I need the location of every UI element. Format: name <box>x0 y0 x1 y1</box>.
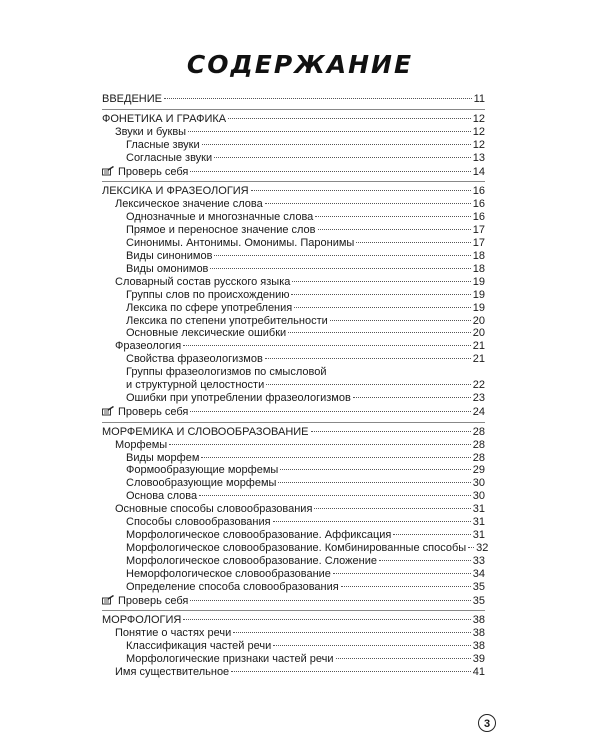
toc-entry-self-check[interactable] <box>102 165 485 179</box>
toc-entry[interactable] <box>102 263 485 276</box>
toc-subentries <box>102 126 485 179</box>
toc-entry-self-check[interactable] <box>102 405 485 419</box>
toc-entry-page: 33 <box>472 554 485 567</box>
toc-entry-page: 31 <box>472 529 485 541</box>
toc-entry-page: 39 <box>472 653 485 666</box>
toc-entry[interactable] <box>102 126 485 139</box>
toc-entry[interactable] <box>102 379 485 392</box>
dot-leader <box>280 469 470 470</box>
toc-entry-phonetics[interactable] <box>102 113 485 126</box>
toc-entry-title: Морфемы <box>115 438 168 451</box>
toc-entry-title: Морфологическое словообразование. Сложение <box>126 554 377 567</box>
dot-leader <box>164 98 472 99</box>
dot-leader <box>333 573 471 574</box>
toc-entry[interactable] <box>102 529 485 542</box>
toc-entry-page: 19 <box>472 288 485 301</box>
toc-entry-page: 28 <box>472 451 485 464</box>
toc-entry-title: Группы фразеологизмов по смысловой <box>126 366 327 379</box>
toc-entry[interactable] <box>102 653 485 666</box>
toc-subentries <box>102 438 489 608</box>
dot-leader <box>214 157 471 158</box>
dot-leader <box>183 345 471 346</box>
toc-entry-page: 19 <box>472 275 485 288</box>
toc-entry[interactable] <box>102 464 485 477</box>
toc-entry-page: 21 <box>472 353 485 366</box>
toc-entry-page: 12 <box>472 112 485 125</box>
toc-entry-title: Понятие о частях речи <box>115 627 232 640</box>
dot-leader <box>266 384 471 385</box>
dot-leader <box>379 560 471 561</box>
toc-entry-title: Виды морфем <box>126 451 200 464</box>
toc-entry-page: 35 <box>472 580 485 593</box>
toc-entry-title: Формообразующие морфемы <box>126 464 279 477</box>
toc-entry-title: Проверь себя <box>118 594 189 607</box>
dot-leader <box>251 190 471 191</box>
toc-entry-page: 11 <box>473 93 485 105</box>
dot-leader <box>265 358 471 359</box>
pencil-book-icon <box>102 406 114 416</box>
dot-leader <box>288 332 471 333</box>
toc-entry-title: Основа слова <box>126 490 198 503</box>
toc-entry-page: 12 <box>472 138 485 151</box>
toc-entry-page: 18 <box>472 262 485 275</box>
toc-entry-page: 28 <box>472 425 485 438</box>
toc-entry-title: Виды омонимов <box>126 262 209 275</box>
toc-entry-page: 16 <box>472 198 485 211</box>
dot-leader <box>190 600 470 601</box>
toc-entry[interactable] <box>102 490 485 503</box>
toc-entry-page: 23 <box>472 391 485 404</box>
dot-leader <box>468 547 474 548</box>
dot-leader <box>315 216 470 217</box>
toc-entry-title: Гласные звуки <box>126 138 200 151</box>
dot-leader <box>291 294 470 295</box>
toc-entry[interactable] <box>102 541 489 555</box>
toc-entry-title: Согласные звуки <box>126 151 213 164</box>
toc-entry-page: 20 <box>472 327 485 340</box>
pencil-book-icon <box>102 595 114 605</box>
toc-entry-title: МОРФЕМИКА И СЛОВООБРАЗОВАНИЕ <box>102 425 309 438</box>
toc-entry-page: 14 <box>472 165 485 178</box>
toc-entry-title: ВВЕДЕНИЕ <box>102 93 162 105</box>
toc-entry-title: Группы слов по происхождению <box>126 288 290 301</box>
dot-leader <box>273 645 471 646</box>
dot-leader <box>336 658 471 659</box>
dot-leader <box>356 242 470 243</box>
toc-entry-title: Лексика по сфере употребления <box>126 301 293 314</box>
pencil-book-icon <box>102 166 114 176</box>
dot-leader <box>314 508 470 509</box>
toc-entry[interactable] <box>102 627 485 640</box>
dot-leader <box>318 229 471 230</box>
toc-entry[interactable] <box>102 581 485 594</box>
toc-entry-title: ФОНЕТИКА И ГРАФИКА <box>102 112 227 125</box>
toc-section-morphemics <box>102 425 489 608</box>
toc-entry-page: 30 <box>472 490 485 503</box>
toc-entry[interactable] <box>102 289 485 302</box>
dot-leader <box>190 171 470 172</box>
toc-entry-page: 38 <box>472 640 485 653</box>
toc-entry[interactable] <box>102 452 485 465</box>
dot-leader <box>228 118 471 119</box>
toc-entry-title: Определение способа словообразования <box>126 580 339 593</box>
dot-leader <box>231 671 471 672</box>
toc-section-phonetics <box>102 113 485 179</box>
toc-entry-page: 21 <box>472 340 485 353</box>
dot-leader <box>201 457 470 458</box>
toc-entry-page: 41 <box>472 666 485 679</box>
section-divider <box>102 109 485 110</box>
dot-leader <box>292 281 470 282</box>
dot-leader <box>199 495 471 496</box>
toc-entry-title: и структурной целостности <box>126 379 265 392</box>
toc-entry-title: Способы словообразования <box>126 516 271 529</box>
section-divider <box>102 181 485 182</box>
toc-entry[interactable] <box>102 327 485 340</box>
toc-entry-title: Словообразующие морфемы <box>126 477 277 490</box>
toc-entry-page: 31 <box>472 503 485 516</box>
toc-entry-page: 18 <box>472 249 485 262</box>
toc-entry[interactable] <box>102 568 485 581</box>
toc-entry[interactable] <box>102 139 485 152</box>
toc-entry-title: Виды синонимов <box>126 249 213 262</box>
toc-entry-self-check[interactable] <box>102 594 485 608</box>
dot-leader <box>233 632 471 633</box>
dot-leader <box>265 203 471 204</box>
toc-entry[interactable] <box>102 302 485 315</box>
toc-entry-title: Свойства фразеологизмов <box>126 353 263 366</box>
page-number-badge: 3 <box>478 714 496 732</box>
section-divider <box>102 610 485 611</box>
toc-entry-page: 38 <box>472 614 485 627</box>
toc-entry[interactable] <box>102 392 485 405</box>
toc-entry-title: Однозначные и многозначные слова <box>126 211 314 224</box>
toc-entry-page: 12 <box>472 125 485 138</box>
toc-entry-title: Звуки и буквы <box>115 125 187 138</box>
dot-leader <box>353 397 471 398</box>
dot-leader <box>210 268 470 269</box>
section-divider <box>102 422 485 423</box>
toc-subentries <box>102 198 485 418</box>
toc-entry-page: 17 <box>472 224 485 237</box>
dot-leader <box>202 144 471 145</box>
toc-entry[interactable] <box>102 340 485 353</box>
toc-entry-title: Проверь себя <box>118 165 189 178</box>
toc-entry-title: Основные способы словообразования <box>115 503 313 516</box>
toc-entry[interactable] <box>102 666 485 679</box>
toc-entry-page: 17 <box>472 237 485 250</box>
toc-entry-title: Основные лексические ошибки <box>126 327 287 340</box>
toc-entry-title: Проверь себя <box>118 405 189 418</box>
toc-entry-title: МОРФОЛОГИЯ <box>102 614 182 627</box>
toc-entry-page: 24 <box>472 405 485 418</box>
toc-section-morphology <box>102 614 485 679</box>
toc-entry[interactable] <box>102 250 485 263</box>
toc-entry-title: Прямое и переносное значение слов <box>126 224 316 237</box>
toc-entry[interactable] <box>102 555 485 568</box>
dot-leader <box>214 255 470 256</box>
page-title: СОДЕРЖАНИЕ <box>186 50 414 79</box>
toc-entry-title: Словарный состав русского языка <box>115 275 291 288</box>
dot-leader <box>393 534 470 535</box>
dot-leader <box>278 482 470 483</box>
dot-leader <box>183 619 470 620</box>
toc-entry-title: Неморфологическое словообразование <box>126 567 331 580</box>
toc-entry-page: 16 <box>472 185 485 198</box>
toc-entry[interactable] <box>102 237 485 250</box>
toc-entry-title: Фразеология <box>115 340 182 353</box>
toc-entry-page: 29 <box>472 464 485 477</box>
toc-entry-page: 38 <box>472 627 485 640</box>
toc-entry[interactable] <box>102 477 485 490</box>
toc-entry-intro[interactable] <box>102 93 485 106</box>
toc-entry-title: Лексическое значение слова <box>115 198 263 211</box>
toc-entry-title: Морфологическое словообразование. Аффиксация <box>126 529 392 541</box>
toc-entry-title: Ошибки при употреблении фразеологизмов <box>126 391 351 404</box>
toc-entry-title: Лексика по степени употребительности <box>126 314 328 327</box>
toc-entry-page: 28 <box>472 438 485 451</box>
toc-entry-title: Имя существительное <box>115 666 230 679</box>
dot-leader <box>330 320 471 321</box>
toc-entry[interactable] <box>102 439 485 452</box>
dot-leader <box>169 444 471 445</box>
dot-leader <box>273 521 471 522</box>
toc-subentries <box>102 627 485 679</box>
toc-entry-page: 20 <box>472 314 485 327</box>
toc-entry-morphology[interactable] <box>102 614 485 627</box>
toc-entry-page: 32 <box>476 541 489 554</box>
toc-entry[interactable] <box>102 516 485 529</box>
toc-entry-page: 31 <box>472 516 485 529</box>
toc-entry-lexis[interactable] <box>102 185 485 198</box>
toc-section-lexis <box>102 185 485 418</box>
toc-entry[interactable] <box>102 315 485 328</box>
toc-entry[interactable] <box>102 152 485 165</box>
toc-entry-title: ЛЕКСИКА И ФРАЗЕОЛОГИЯ <box>102 185 249 198</box>
toc-entry[interactable] <box>102 211 485 224</box>
toc-entry[interactable] <box>102 353 485 366</box>
table-of-contents <box>102 93 489 679</box>
toc-entry-title: Синонимы. Антонимы. Омонимы. Паронимы <box>126 237 355 250</box>
toc-entry[interactable] <box>102 640 485 653</box>
toc-entry[interactable] <box>102 276 485 289</box>
dot-leader <box>294 307 471 308</box>
toc-entry-page: 19 <box>472 301 485 314</box>
toc-entry-title: Классификация частей речи <box>126 640 272 653</box>
toc-entry-page: 16 <box>472 211 485 224</box>
toc-entry-title: Морфологическое словообразование. Комбинированные способы <box>126 541 467 554</box>
toc-entry-page: 35 <box>472 594 485 607</box>
toc-entry-page: 34 <box>472 567 485 580</box>
toc-entry[interactable] <box>102 224 485 237</box>
toc-entry[interactable] <box>102 503 485 516</box>
toc-entry-page: 13 <box>472 151 485 164</box>
toc-entry-morphemics[interactable] <box>102 426 485 439</box>
dot-leader <box>190 411 470 412</box>
toc-entry-page: 30 <box>472 477 485 490</box>
toc-entry[interactable] <box>102 366 485 379</box>
dot-leader <box>188 131 471 132</box>
toc-entry-title: Морфологические признаки частей речи <box>126 653 334 666</box>
dot-leader <box>311 431 471 432</box>
toc-entry[interactable] <box>102 198 485 211</box>
toc-entry-page: 22 <box>472 379 485 392</box>
dot-leader <box>341 586 471 587</box>
